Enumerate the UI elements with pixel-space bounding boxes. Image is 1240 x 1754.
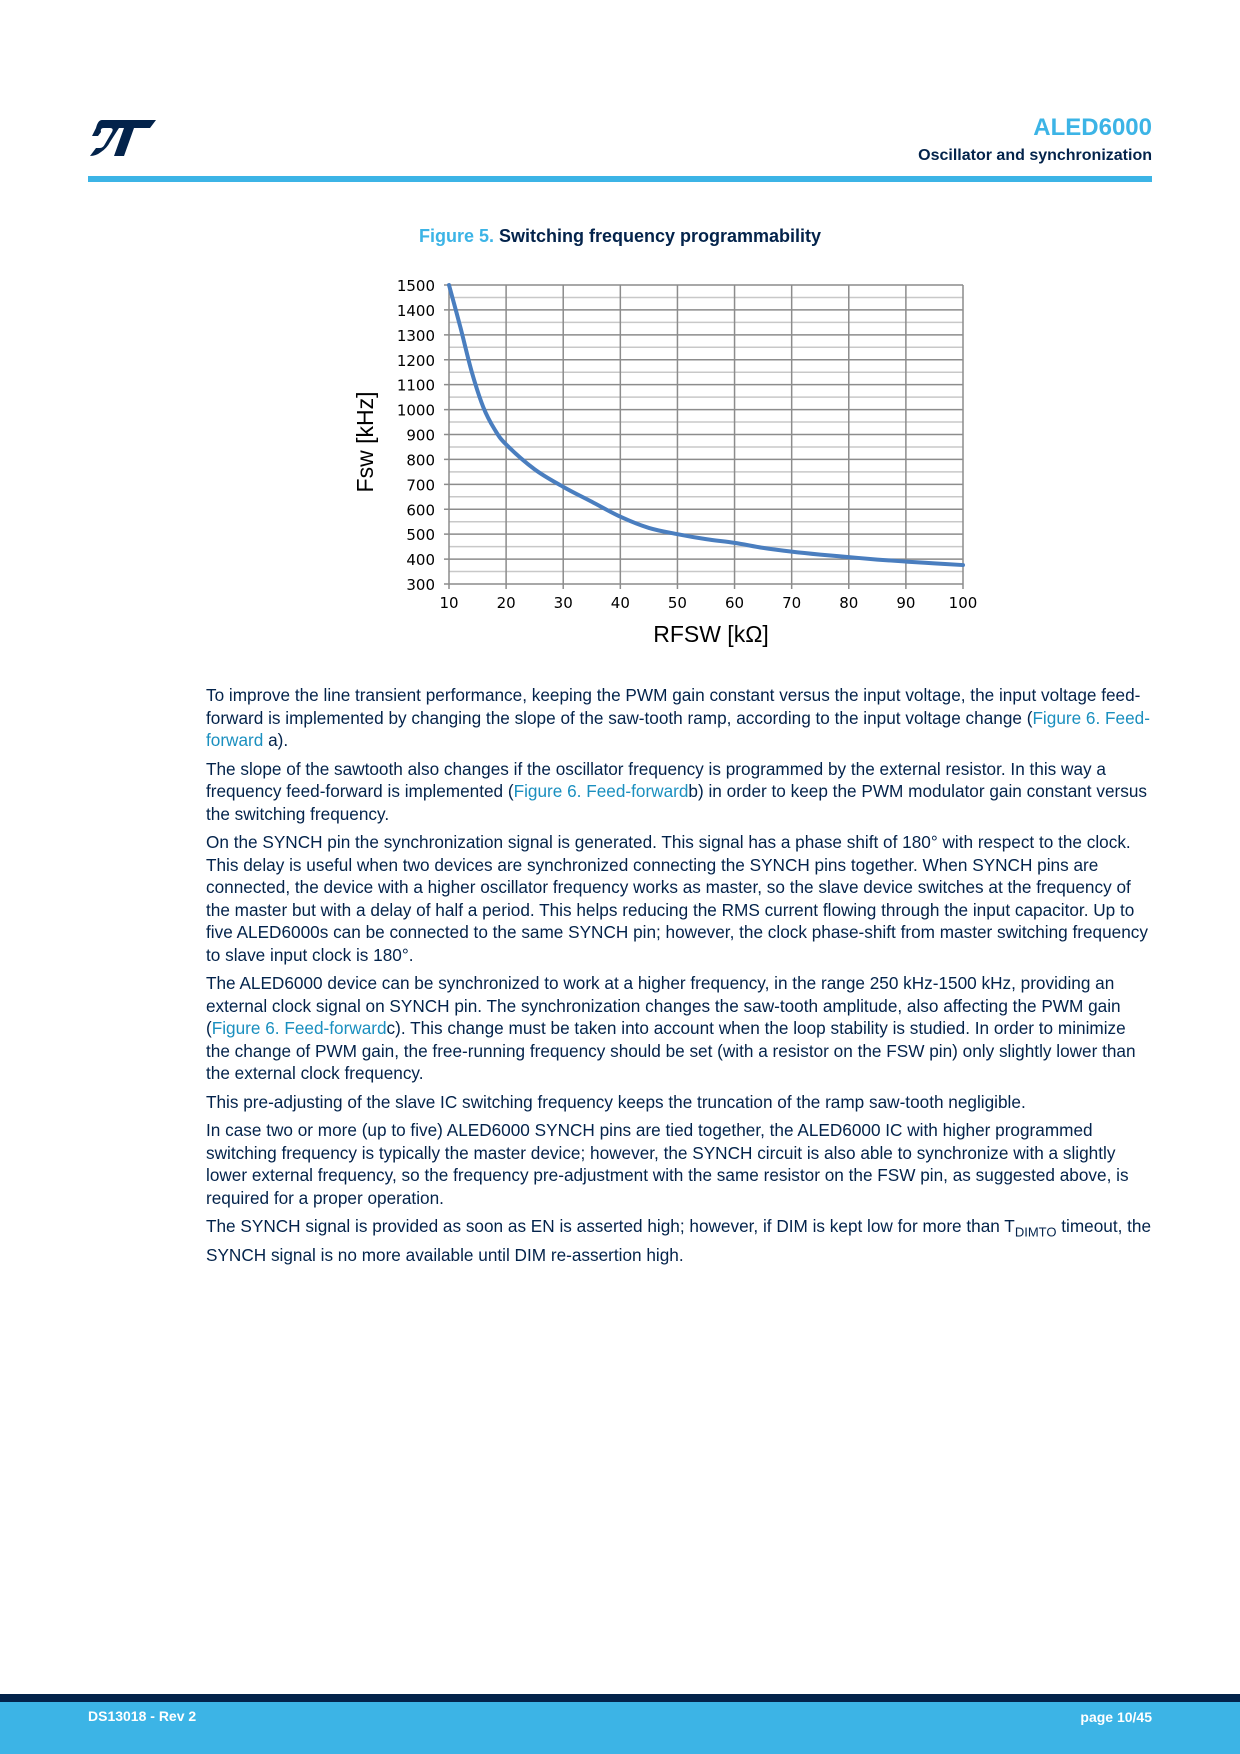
paragraph-2	[206, 758, 1154, 826]
y-tick-label: 1200	[396, 351, 435, 370]
y-tick-label: 600	[406, 501, 435, 520]
grid-major	[444, 285, 963, 589]
y-tick-label: 1100	[396, 376, 435, 395]
paragraph-3: On the SYNCH pin the synchronization signal is generated. This signal has a phase shift of 180° with respect to the clock. This delay is useful when two devices are synchronized connecting the SYNCH pins together. When SYNCH pins are connected, the device with a higher oscillator frequency works as master, so the slave device switches at the frequency of the master but with a delay of half a period. This helps reducing the RMS current flowing through the input capacitor. Up to five ALED6000s can be connected to the same SYNCH pin; however, the clock phase-shift from master switching frequency to slave input clock is 180°.	[206, 832, 1148, 965]
x-tick-labels	[439, 594, 977, 612]
figure-6-link[interactable]: Figure 6. Feed-forward	[206, 707, 1150, 750]
y-tick-label: 500	[406, 526, 435, 545]
p1-text-a: To improve the line transient performance, keeping the PWM gain constant versus the input voltage, the input voltage feed-forward is implemented by changing the slope of the saw-tooth ramp, according to the input voltage change (	[206, 685, 1141, 728]
p2-text-a: The slope of the sawtooth also changes if the oscillator frequency is programmed by the external resistor. In this way a frequency feed-forward is implemented (	[206, 758, 1106, 801]
y-tick-label: 900	[406, 426, 435, 445]
p1-text-b: a).	[263, 730, 289, 750]
y-axis-label: Fsw [kHz]	[352, 391, 378, 493]
x-axis-label: RFSW [kΩ]	[653, 621, 769, 647]
y-tick-label: 700	[406, 476, 435, 495]
p4-text-a: The ALED6000 device can be synchronized to work at a higher frequency, in the range 250 kHz-1500 kHz, providing an external clock signal on SYNCH pin. The synchronization changes the saw-tooth amplitude, also affecting the PWM gain (	[206, 973, 1121, 1038]
x-tick-label: 40	[610, 594, 630, 612]
series-line	[449, 285, 963, 565]
x-tick-label: 90	[896, 594, 916, 612]
y-tick-label: 1300	[396, 326, 435, 345]
document-id: DS13018 - Rev 2	[88, 1708, 197, 1724]
x-tick-label: 50	[667, 594, 687, 612]
y-tick-label: 1500	[396, 277, 435, 295]
x-tick-label: 100	[948, 594, 978, 612]
footer-band	[0, 1694, 1240, 1754]
paragraph-6: In case two or more (up to five) ALED6000 SYNCH pins are tied together, the ALED6000 IC with higher programmed switching frequency is typically the master device; however, the SYNCH circuit is also able to synchronize with a slightly lower external frequency, so the frequency pre-adjustment with the same resistor on the FSW pin, as suggested above, is required for a proper operation.	[206, 1120, 1129, 1208]
p7-text-a: The SYNCH signal is provided as soon as EN is asserted high; however, if DIM is kept low for more than T	[206, 1216, 1015, 1236]
paragraph-7	[206, 1215, 1154, 1266]
p7-text-b: timeout, the SYNCH signal is no more available until DIM re-assertion high.	[206, 1216, 1152, 1265]
x-tick-label: 80	[839, 594, 859, 612]
x-tick-label: 70	[782, 594, 802, 612]
product-title: ALED6000	[1033, 114, 1152, 141]
header-rule	[88, 176, 1152, 182]
page-number: page 10/45	[1080, 1709, 1152, 1725]
section-title: Oscillator and synchronization	[918, 147, 1152, 164]
x-tick-label: 30	[553, 594, 573, 612]
paragraph-5: This pre-adjusting of the slave IC switching frequency keeps the truncation of the ramp saw-tooth negligible.	[206, 1091, 1026, 1112]
y-tick-label: 400	[406, 551, 435, 570]
figure-6-link[interactable]: Figure 6. Feed-forward	[211, 1018, 387, 1038]
y-tick-labels	[397, 277, 435, 594]
footer-top-bar	[0, 1694, 1240, 1702]
x-tick-label: 20	[496, 594, 516, 612]
body-text	[206, 684, 1154, 1272]
y-tick-label: 300	[406, 576, 435, 594]
frequency-chart	[340, 262, 990, 652]
figure-number: Figure 5.	[418, 226, 494, 246]
st-logo-icon	[88, 118, 158, 158]
x-tick-label: 60	[725, 594, 745, 612]
paragraph-1	[206, 684, 1154, 752]
y-tick-label: 1400	[396, 301, 435, 320]
p7-subscript: DIMTO	[1014, 1224, 1057, 1240]
figure-caption	[0, 226, 1240, 247]
p2-text-b: b) in order to keep the PWM modulator gain constant versus the switching frequency.	[206, 781, 1147, 824]
x-tick-label: 10	[439, 594, 459, 612]
figure-6-link[interactable]: Figure 6. Feed-forward	[513, 781, 689, 801]
y-tick-label: 1000	[396, 401, 435, 420]
figure-title: Switching frequency programmability	[498, 226, 822, 246]
y-tick-label: 800	[406, 451, 435, 470]
p4-text-b: c). This change must be taken into account when the loop stability is studied. In order to minimize the change of PWM gain, the free-running frequency should be set (with a resistor on the FSW pin) only slightly lower than the external clock frequency.	[206, 1018, 1136, 1083]
paragraph-4	[206, 972, 1154, 1085]
